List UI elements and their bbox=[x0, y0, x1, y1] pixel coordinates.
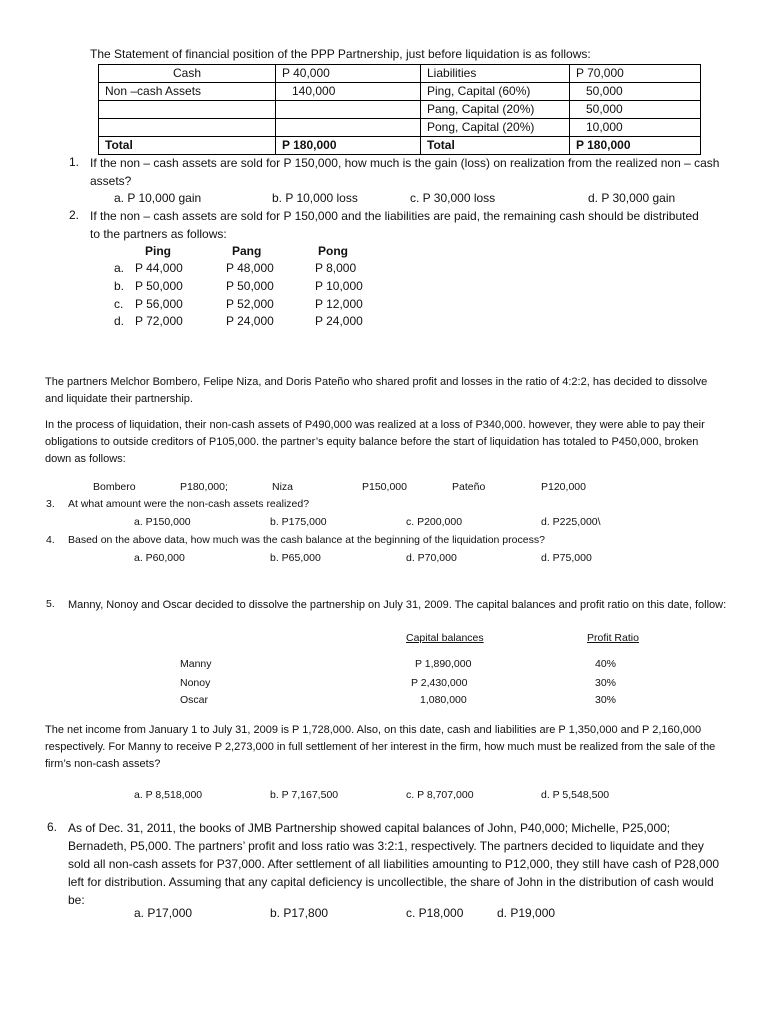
table-row-total bbox=[99, 137, 701, 155]
table-cell: Non –cash Assets bbox=[99, 83, 276, 101]
table-cell: Pang, Capital (20%) bbox=[421, 101, 570, 119]
q5-partner-capital: 1,080,000 bbox=[420, 694, 467, 706]
table-cell: Liabilities bbox=[421, 65, 570, 83]
q2-row-value: P 24,000 bbox=[315, 314, 363, 328]
table-row bbox=[99, 119, 701, 137]
table-cell bbox=[99, 101, 276, 119]
q2-row-value: P 50,000 bbox=[135, 279, 183, 293]
q1-text: If the non – cash assets are sold for P 150,000, how much is the gain (loss) on realization from the realized non – cash assets? bbox=[90, 156, 720, 188]
balance-sheet-table bbox=[98, 64, 701, 155]
table-cell: P 40,000 bbox=[276, 65, 421, 83]
q4-option-a: a. P60,000 bbox=[134, 552, 185, 564]
q4-option-c: d. P70,000 bbox=[406, 552, 457, 564]
q4-text: Based on the above data, how much was the cash balance at the beginning of the liquidation process? bbox=[68, 534, 545, 546]
q2-header-pang: Pang bbox=[232, 244, 262, 258]
q5-partner-capital: P 1,890,000 bbox=[415, 658, 472, 670]
q5-option-c: c. P 8,707,000 bbox=[406, 789, 474, 801]
q1-number: 1. bbox=[69, 155, 80, 169]
q4-option-d: d. P75,000 bbox=[541, 552, 592, 564]
q2-row-value: P 52,000 bbox=[226, 297, 274, 311]
q2-row-label: c. bbox=[114, 297, 124, 311]
table-row bbox=[99, 101, 701, 119]
paragraph-liquidation: In the process of liquidation, their non-cash assets of P490,000 was realized at a loss of P340,000. however, they were able to pay their obligations to outside creditors of P105,000. the partner’s equity balance before the start of liquidation has totaled to P450,000, broken down as follows: bbox=[45, 419, 705, 465]
table-row bbox=[99, 83, 701, 101]
q2-row-label: b. bbox=[114, 279, 125, 293]
table-cell: Cash bbox=[99, 65, 276, 83]
q1-option-d: d. P 30,000 gain bbox=[588, 191, 676, 205]
q3-option-d: d. P225,000\ bbox=[541, 516, 601, 528]
q3-number: 3. bbox=[46, 498, 55, 510]
q2-row-value: P 50,000 bbox=[226, 279, 274, 293]
q4-option-b: b. P65,000 bbox=[270, 552, 321, 564]
table-cell: 10,000 bbox=[570, 119, 701, 137]
q2-row-value: P 48,000 bbox=[226, 261, 274, 275]
q5-partner-name: Oscar bbox=[180, 694, 209, 706]
intro-text: The Statement of financial position of the PPP Partnership, just before liquidation is as follows: bbox=[90, 47, 591, 61]
q5-number: 5. bbox=[46, 598, 55, 610]
q3-text: At what amount were the non-cash assets realized? bbox=[68, 498, 310, 510]
table-cell: Ping, Capital (60%) bbox=[421, 83, 570, 101]
q5-text2: The net income from January 1 to July 31, 2009 is P 1,728,000. Also, on this date, cash and liabilities are P 1,350,000 and P 2,160,000 respectively. For Manny to receive P 2,273,000 in full settlement of her interest in the firm, how much must be realized from the sale of the firm’s non-cash assets? bbox=[45, 724, 716, 770]
q2-row-value: P 8,000 bbox=[315, 261, 357, 275]
q3-option-b: b. P175,000 bbox=[270, 516, 327, 528]
q6-number: 6. bbox=[47, 820, 58, 834]
q2-header-pong: Pong bbox=[318, 244, 348, 258]
table-cell: Total bbox=[99, 137, 276, 155]
q6-text: As of Dec. 31, 2011, the books of JMB Partnership showed capital balances of John, P40,000; Michelle, P25,000; Bernadeth, P5,000. The partners’ profit and loss ratio was 3:2:1, respectively. The partners decided to liquidate and they sold all non-cash assets for P37,000. After settlement of all liabilities amounting to P12,000, they still have cash of P28,000 left for distribution. Assuming that any capital deficiency is uncollectible, the share of John in the distribution of cash would be: bbox=[68, 821, 720, 907]
q5-partner-capital: P 2,430,000 bbox=[411, 677, 468, 689]
q5-partner-name: Nonoy bbox=[180, 677, 211, 689]
table-cell bbox=[276, 101, 421, 119]
table-cell bbox=[99, 119, 276, 137]
q1-option-a: a. P 10,000 gain bbox=[114, 191, 202, 205]
q3-option-a: a. P150,000 bbox=[134, 516, 191, 528]
q2-row-value: P 10,000 bbox=[315, 279, 363, 293]
table-cell bbox=[276, 119, 421, 137]
q1-option-c: c. P 30,000 loss bbox=[410, 191, 496, 205]
equity-value: P150,000 bbox=[362, 481, 407, 493]
q2-number: 2. bbox=[69, 208, 80, 222]
q2-header-ping: Ping bbox=[145, 244, 171, 258]
q2-row-value: P 44,000 bbox=[135, 261, 183, 275]
q4-number: 4. bbox=[46, 534, 55, 546]
table-cell: P 180,000 bbox=[276, 137, 421, 155]
q2-text: If the non – cash assets are sold for P 150,000 and the liabilities are paid, the remaining cash should be distributed to the partners as follows: bbox=[90, 209, 699, 241]
table-cell: 50,000 bbox=[570, 83, 701, 101]
q5-partner-ratio: 30% bbox=[595, 694, 617, 706]
q2-row-value: P 72,000 bbox=[135, 314, 183, 328]
q2-row-value: P 12,000 bbox=[315, 297, 363, 311]
q5-option-b: b. P 7,167,500 bbox=[270, 789, 339, 801]
q2-row-label: d. bbox=[114, 314, 125, 328]
equity-name: Bombero bbox=[93, 481, 136, 493]
q5-text: Manny, Nonoy and Oscar decided to dissolve the partnership on July 31, 2009. The capital balances and profit ratio on this date, follow: bbox=[68, 599, 727, 611]
q3-option-c: c. P200,000 bbox=[406, 516, 463, 528]
q5-partner-ratio: 30% bbox=[595, 677, 617, 689]
table-cell: P 180,000 bbox=[570, 137, 701, 155]
q2-row-value: P 24,000 bbox=[226, 314, 274, 328]
q6-option-d: d. P19,000 bbox=[497, 906, 556, 920]
table-cell: 140,000 bbox=[276, 83, 421, 101]
q6-option-c: c. P18,000 bbox=[406, 906, 464, 920]
table-cell: P 70,000 bbox=[570, 65, 701, 83]
q5-partner-ratio: 40% bbox=[595, 658, 617, 670]
q5-col-ratio: Profit Ratio bbox=[587, 632, 639, 644]
equity-value: P180,000; bbox=[180, 481, 228, 493]
table-cell: Pong, Capital (20%) bbox=[421, 119, 570, 137]
q2-row-value: P 56,000 bbox=[135, 297, 183, 311]
table-cell: 50,000 bbox=[570, 101, 701, 119]
q2-row-label: a. bbox=[114, 261, 125, 275]
q6-option-b: b. P17,800 bbox=[270, 906, 329, 920]
q5-col-capital: Capital balances bbox=[406, 632, 484, 644]
table-row bbox=[99, 65, 701, 83]
q5-option-d: d. P 5,548,500 bbox=[541, 789, 610, 801]
q6-option-a: a. P17,000 bbox=[134, 906, 193, 920]
equity-value: P120,000 bbox=[541, 481, 586, 493]
equity-name: Pateño bbox=[452, 481, 486, 493]
q5-partner-name: Manny bbox=[180, 658, 212, 670]
q5-option-a: a. P 8,518,000 bbox=[134, 789, 203, 801]
equity-name: Niza bbox=[272, 481, 294, 493]
paragraph-partners: The partners Melchor Bombero, Felipe Niza, and Doris Pateño who shared profit and losses in the ratio of 4:2:2, has decided to dissolve and liquidate their partnership. bbox=[45, 376, 708, 405]
q1-option-b: b. P 10,000 loss bbox=[272, 191, 358, 205]
table-cell: Total bbox=[421, 137, 570, 155]
